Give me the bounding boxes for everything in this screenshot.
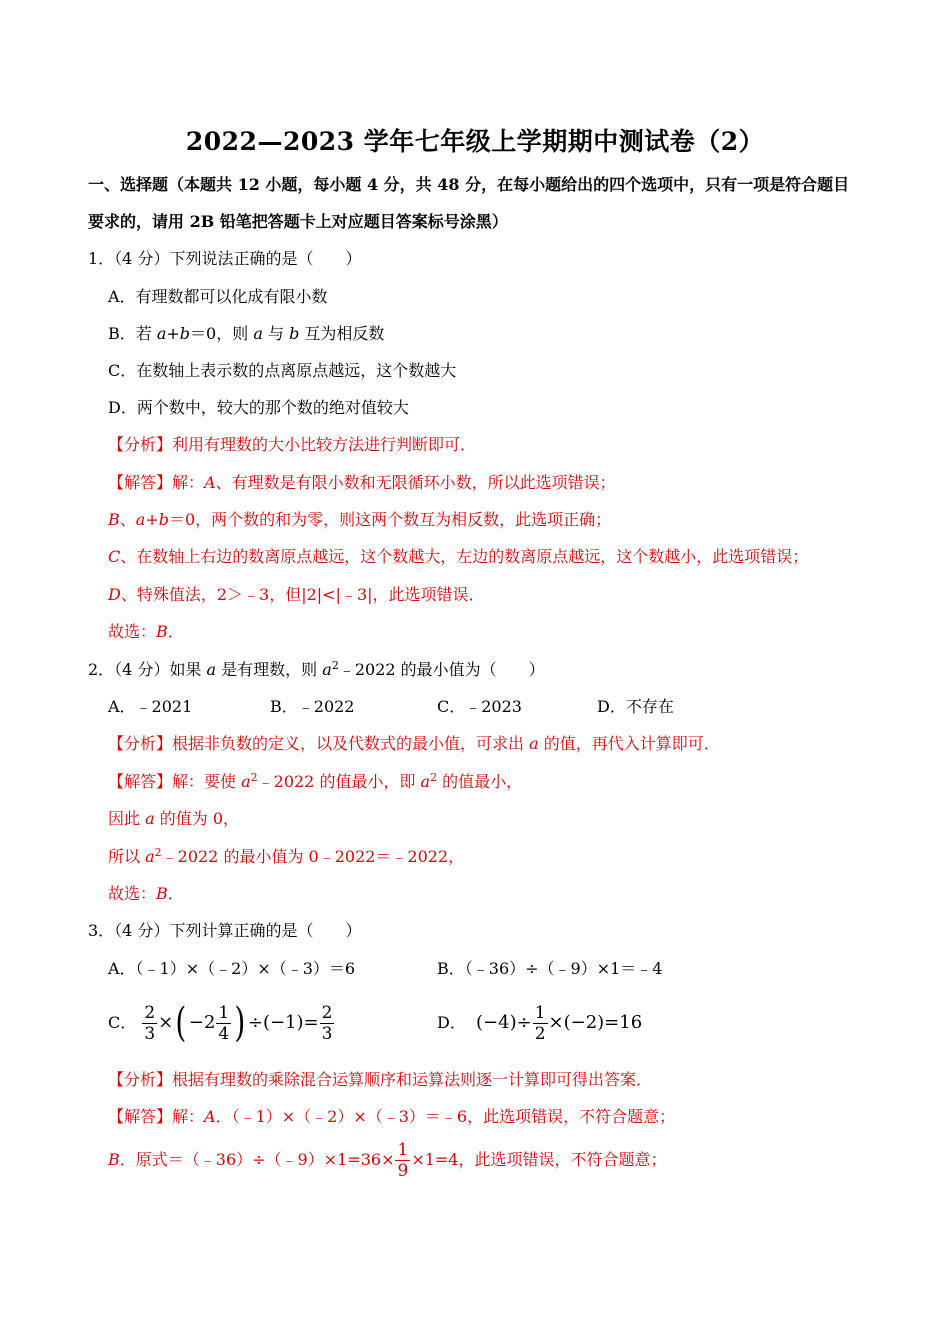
fraction: $\frac{1}{9}$	[397, 1139, 409, 1181]
question-2-analysis: 【分析】根据非负数的定义，以及代数式的最小值，可求出 a 的值，再代入计算即可．	[108, 734, 720, 753]
question-3-answer-line2: B ．原式＝（﹣36）÷（﹣9）×1=36× $\frac{1}{9}$ ×1=4，此选项错误，不符合题意；	[108, 1139, 667, 1181]
question-2-option-a: A．﹣2021	[108, 697, 193, 716]
question-1-answer-line4: D、特殊值法，2＞﹣3，但|2|<|﹣3|，此选项错误．	[108, 585, 485, 604]
fraction: $\frac{2}{3}$	[144, 1002, 156, 1044]
question-1-option-c: C．在数轴上表示数的点离原点越远，这个数越大	[108, 361, 457, 380]
question-3-option-d: D． (−4)÷ $\frac{1}{2}$ ×(−2)=16	[437, 1002, 643, 1044]
question-3-option-b: B．（﹣36）÷（﹣9）×1＝﹣4	[437, 959, 663, 978]
question-1-option-b: B．若 a+b＝0，则 a 与 b 互为相反数	[108, 324, 385, 343]
question-3-option-a: A．（﹣1）×（﹣2）×（﹣3）＝6	[108, 959, 356, 978]
question-1-stem: 1．（4 分）下列说法正确的是（ ）	[88, 249, 362, 268]
question-3-answer-line1: 【解答】解：A．（﹣1）×（﹣2）×（﹣3）＝﹣6，此选项错误，不符合题意；	[108, 1107, 676, 1126]
question-2-option-d: D．不存在	[597, 697, 674, 716]
question-1-answer-line3: C、在数轴上右边的数离原点越远，这个数越大，左边的数离原点越远，这个数越小，此选项错误；	[108, 547, 809, 566]
question-2-answer-line3: 所以 $a^2﹣2022$ 的最小值为 0﹣2022＝﹣2022，	[108, 846, 465, 866]
question-2-answer-line2: 因此 a 的值为 0，	[108, 809, 239, 828]
section-heading-line2: 要求的，请用 2B 铅笔把答题卡上对应题目答案标号涂黑）	[88, 212, 508, 231]
question-1-answer-line1: 【解答】解：A、有理数是有限小数和无限循环小数，所以此选项错误；	[108, 473, 616, 492]
question-2-answer-line1: 【解答】解：要使 $a^2﹣2022$ 的值最小，即 $a^2$ 的值最小，	[108, 771, 523, 791]
question-3-option-c: C． $\frac{2}{3}$ × ( −2 $\frac{1}{4}$ ) ÷(−1)= $\frac{2}{3}$	[108, 1000, 333, 1046]
question-1-choice: 故选：B．	[108, 622, 184, 641]
section-heading-line1: 一、选择题（本题共 12 小题，每小题 4 分，共 48 分，在每小题给出的四个选项中，只有一项是符合题目	[88, 175, 850, 194]
question-1-option-d: D．两个数中，较大的那个数的绝对值较大	[108, 398, 409, 417]
question-1-answer-line2: B、a+b＝0，两个数的和为零，则这两个数互为相反数，此选项正确；	[108, 510, 612, 529]
fraction: $\frac{1}{2}$	[534, 1002, 546, 1044]
fraction: $\frac{2}{3}$	[321, 1002, 333, 1044]
question-3-analysis: 【分析】根据有理数的乘除混合运算顺序和运算法则逐一计算即可得出答案．	[108, 1070, 653, 1089]
question-2-option-b: B．﹣2022	[270, 697, 355, 716]
question-1-analysis: 【分析】利用有理数的大小比较方法进行判断即可．	[108, 435, 477, 454]
question-3-stem: 3．（4 分）下列计算正确的是（ ）	[88, 921, 362, 940]
question-2-choice: 故选：B．	[108, 884, 184, 903]
question-2-stem: 2．（4 分）如果 a 是有理数，则 $a^2﹣2022$ 的最小值为（ ）	[88, 659, 545, 679]
fraction: $\frac{1}{4}$	[218, 1002, 230, 1044]
question-2-option-c: C．﹣2023	[437, 697, 522, 716]
page-title: 2022—2023 学年七年级上学期期中测试卷（2）	[185, 127, 765, 156]
question-1-option-a: A．有理数都可以化成有限小数	[108, 287, 328, 306]
